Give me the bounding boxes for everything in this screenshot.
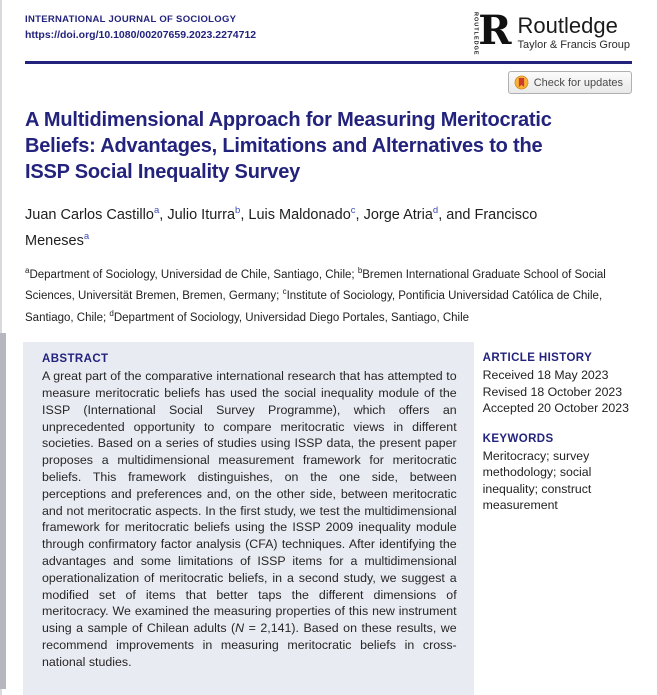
author-separator: , and [438,206,475,223]
article-history-heading: ARTICLE HISTORY [482,352,593,365]
n-symbol: N [235,621,245,636]
abstract-text: = 2,141). Based on these results, we recommend improvements in measuring meritocratic beliefs in cross-national studies. [42,621,457,669]
crossmark-icon [514,75,529,90]
journal-block [25,9,256,43]
author-separator: , [159,206,168,223]
history-received: Received 18 May 2023 [482,368,609,383]
author-name: Julio Iturra [167,206,236,223]
doi-link[interactable]: https://doi.org/10.1080/00207659.2023.2274712 [25,29,257,41]
header-divider [25,61,632,64]
routledge-logo [472,9,630,56]
page-header [25,9,632,59]
title-line: ISSP Social Inequality Survey [25,161,301,183]
abstract-heading: ABSTRACT [42,353,109,366]
author-affiliation-mark: a [153,205,160,216]
check-for-updates-button[interactable] [508,71,632,94]
logo-text [518,9,630,51]
affiliation-mark: c [282,287,287,297]
affiliation-mark: b [357,265,363,275]
history-revised: Revised 18 October 2023 [482,384,623,399]
abstract-box [23,342,474,695]
routledge-r-icon: R [478,7,512,54]
keywords-text: Meritocracy; survey methodology; social inequality; construct measurement [482,448,592,513]
author-affiliation-mark: c [350,205,356,216]
author-affiliation-mark: b [235,205,241,216]
title-line: Beliefs: Advantages, Limitations and Alternatives to the [25,135,543,157]
history-accepted: Accepted 20 October 2023 [482,401,629,416]
affiliation-text: Institute of Sociology, Pontificia Universidad Católica de Chile, Santiago, Chile; [25,290,603,325]
affiliation-text: Department of Sociology, Universidad Diego Portales, Santiago, Chile [113,312,470,325]
affiliation-mark: a [25,265,30,275]
affiliations [25,262,625,327]
author-affiliation-mark: a [83,230,90,242]
check-for-updates-label: Check for updates [533,76,623,89]
author-name: Francisco Meneses [25,206,538,249]
logo-brand-name: Routledge [517,13,618,38]
logo-tagline: Taylor & Francis Group [517,39,630,51]
abstract-body [42,368,457,670]
meta-spacer [483,417,632,433]
title-line: A Multidimensional Approach for Measuring Meritocratic [25,109,552,131]
author-name: Jorge Atria [363,206,433,223]
affiliation-mark: d [109,309,114,319]
author-separator: , [355,206,364,223]
author-name: Luis Maldonado [248,206,351,223]
article-meta-column [483,342,632,695]
abstract-text: A great part of the comparative international research that has attempted to measure meritocratic beliefs has used the social inequality module of the ISSP (International Social Survey Programme), which offers an unprecedented opportunity to compare meritocratic views in different societies. Based on a series of studies using ISSP data, the present paper proposes a multidimensional measurement framework for meritocratic beliefs. This framework distinguishes, on the one side, between perceptions and preferences and, on the other side, between meritocratic and not meritocratic aspects. In the first study, we test the multidimensional framework for meritocratic beliefs using the ISSP 2009 inequality module through confirmatory factor analysis (CFA) techniques. After identifying the advantages and some limitations of ISSP items for a multidimensional operationalization of meritocratic beliefs, in a second study, we suggest a modified set of items that better taps the different dimensions of meritocracy. We examined the measuring properties of this new instrument using a sample of Chilean adults ( [42,369,457,636]
abstract-section [23,342,632,695]
author-separator: , [240,206,249,223]
badge-row [25,71,632,94]
author-list [25,200,605,252]
keywords-heading: KEYWORDS [482,432,554,445]
affiliation-text: Department of Sociology, Universidad de Chile, Santiago, Chile; [29,268,358,281]
journal-name: INTERNATIONAL JOURNAL OF SOCIOLOGY [25,14,237,25]
affiliation-text: Bremen International Graduate School of Social Sciences, Universität Bremen, Bremen, Germany; [25,268,606,303]
author-affiliation-mark: d [432,205,439,216]
article-title [25,107,625,185]
page-edge-shadow [0,333,6,689]
author-name: Juan Carlos Castillo [25,206,154,223]
routledge-vertical-text: ROUTLEDGE [472,12,479,56]
